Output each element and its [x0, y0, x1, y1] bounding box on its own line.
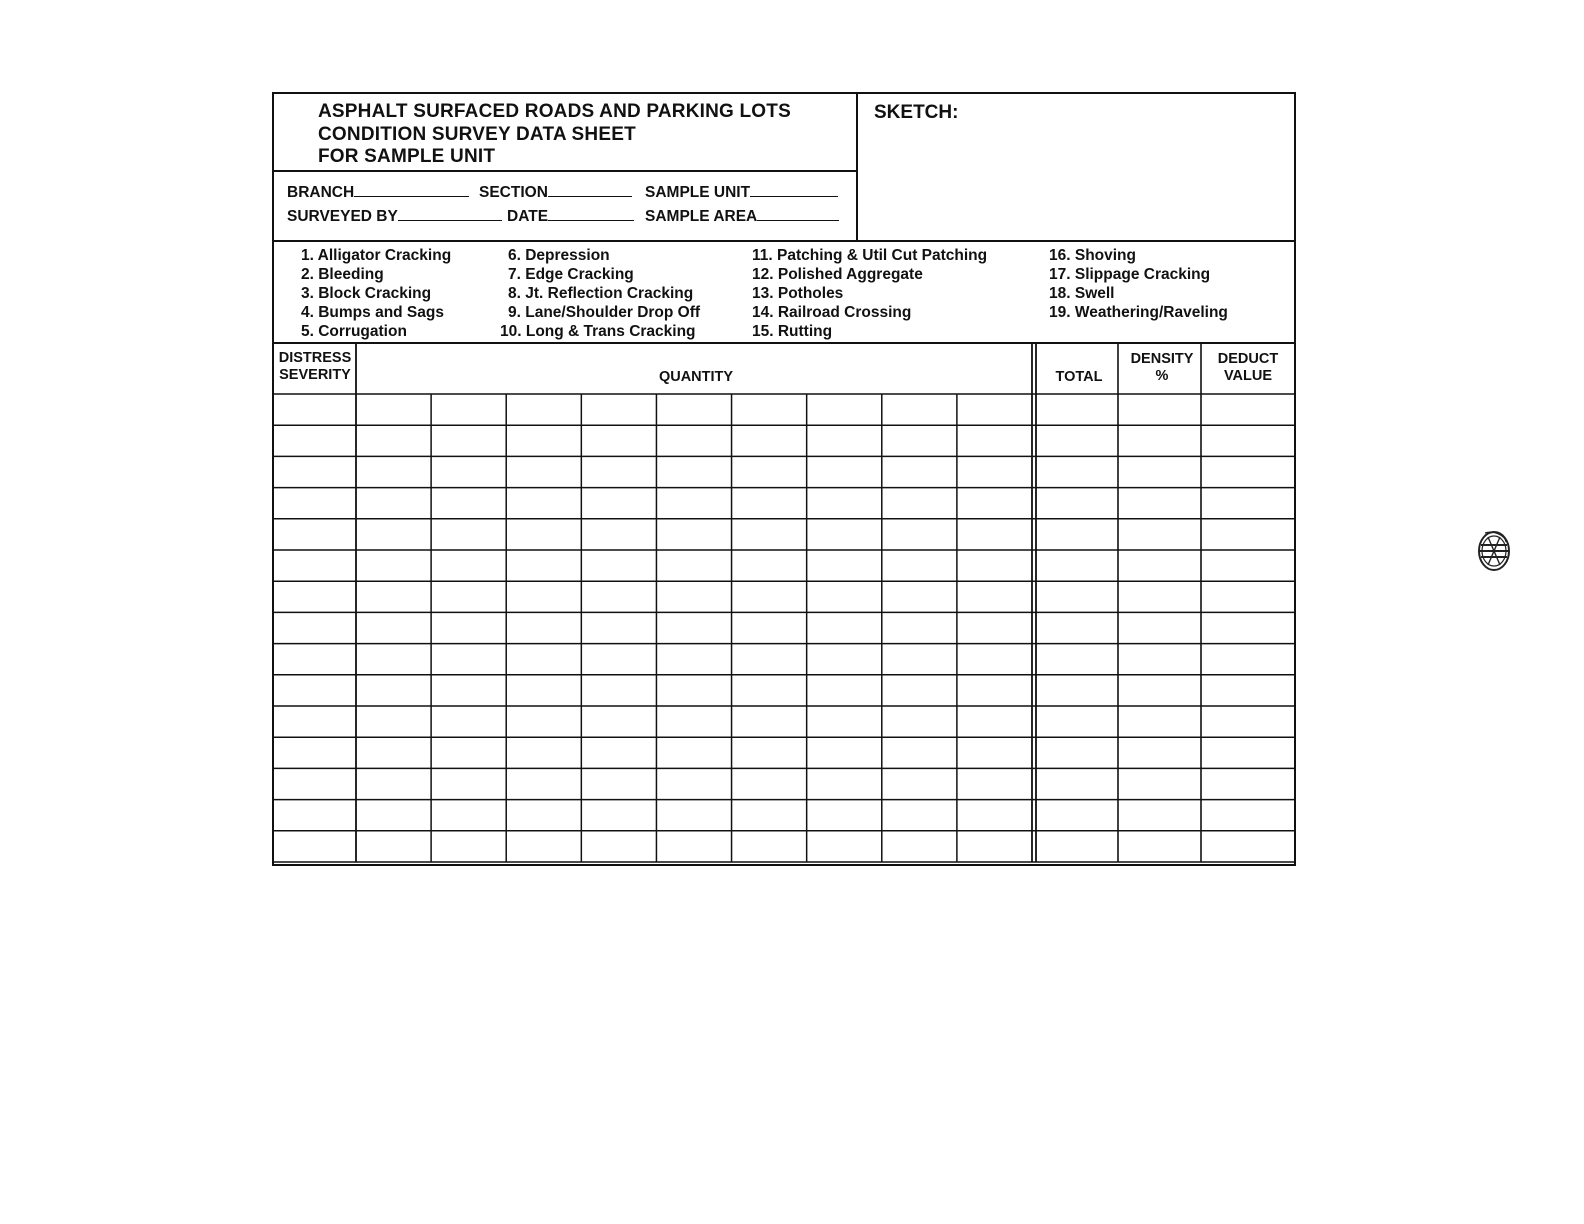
distress-type-legend — [274, 240, 1294, 344]
legend-item: 3. Block Cracking — [301, 285, 432, 302]
legend-column-3 — [752, 246, 987, 341]
legend-column-2 — [500, 246, 700, 341]
legend-item: 18. Swell — [1049, 285, 1115, 302]
legend-column-4 — [1049, 246, 1228, 322]
sample-unit-blank[interactable] — [750, 182, 838, 197]
legend-item: 12. Polished Aggregate — [752, 266, 923, 283]
condition-survey-data-sheet — [272, 92, 1296, 866]
legend-item: 10. Long & Trans Cracking — [500, 323, 696, 340]
agency-seal-icon — [1475, 528, 1513, 574]
branch-label: BRANCH — [287, 184, 355, 201]
sample-area-field[interactable] — [645, 206, 839, 226]
title-block — [274, 94, 856, 172]
legend-item: 16. Shoving — [1049, 247, 1136, 264]
distress-data-table — [274, 342, 1294, 864]
date-blank[interactable] — [548, 206, 634, 221]
deduct-value-header — [1204, 351, 1292, 385]
sample-unit-field[interactable] — [645, 182, 838, 202]
title-line-3: FOR SAMPLE UNIT — [318, 146, 496, 167]
sketch-label: SKETCH: — [874, 102, 959, 123]
deduct-header-line-1: DEDUCT — [1217, 351, 1279, 367]
date-label: DATE — [507, 208, 549, 225]
sample-unit-label: SAMPLE UNIT — [645, 184, 751, 201]
header-info-block — [274, 94, 858, 242]
date-field[interactable] — [507, 206, 634, 226]
legend-item: 5. Corrugation — [301, 323, 407, 340]
table-grid-lines — [274, 344, 1294, 864]
section-blank[interactable] — [548, 182, 632, 197]
density-header-line-1: DENSITY — [1130, 351, 1194, 367]
legend-item: 1. Alligator Cracking — [301, 247, 452, 264]
legend-item: 11. Patching & Util Cut Patching — [752, 247, 988, 264]
legend-item: 4. Bumps and Sags — [301, 304, 444, 321]
legend-item: 14. Railroad Crossing — [752, 304, 912, 321]
quantity-header: QUANTITY — [658, 369, 734, 385]
legend-item: 17. Slippage Cracking — [1049, 266, 1211, 283]
density-header-line-2: % — [1155, 368, 1169, 384]
legend-item: 15. Rutting — [752, 323, 833, 340]
legend-item: 6. Depression — [508, 247, 610, 264]
legend-item: 7. Edge Cracking — [508, 266, 634, 283]
distress-severity-header — [274, 350, 356, 384]
title-line-1: ASPHALT SURFACED ROADS AND PARKING LOTS — [318, 101, 791, 122]
density-header — [1120, 351, 1204, 385]
surveyed-by-label: SURVEYED BY — [287, 208, 398, 225]
legend-item: 8. Jt. Reflection Cracking — [508, 285, 694, 302]
surveyed-by-field[interactable] — [287, 206, 502, 226]
section-field[interactable] — [479, 182, 632, 202]
legend-column-1 — [301, 246, 451, 341]
total-header: TOTAL — [1055, 369, 1103, 385]
legend-item: 2. Bleeding — [301, 266, 384, 283]
legend-item: 13. Potholes — [752, 285, 844, 302]
surveyed-by-blank[interactable] — [398, 206, 502, 221]
sketch-area[interactable] — [858, 94, 1294, 240]
branch-blank[interactable] — [354, 182, 469, 197]
deduct-header-line-2: VALUE — [1223, 368, 1273, 384]
legend-item: 19. Weathering/Raveling — [1049, 304, 1228, 321]
sample-area-blank[interactable] — [757, 206, 839, 221]
section-label: SECTION — [479, 184, 548, 201]
legend-item: 9. Lane/Shoulder Drop Off — [508, 304, 701, 321]
distress-header-line-1: DISTRESS — [278, 350, 352, 366]
branch-field[interactable] — [287, 182, 469, 202]
title-line-2: CONDITION SURVEY DATA SHEET — [318, 124, 636, 145]
distress-header-line-2: SEVERITY — [279, 367, 351, 383]
sample-area-label: SAMPLE AREA — [645, 208, 758, 225]
